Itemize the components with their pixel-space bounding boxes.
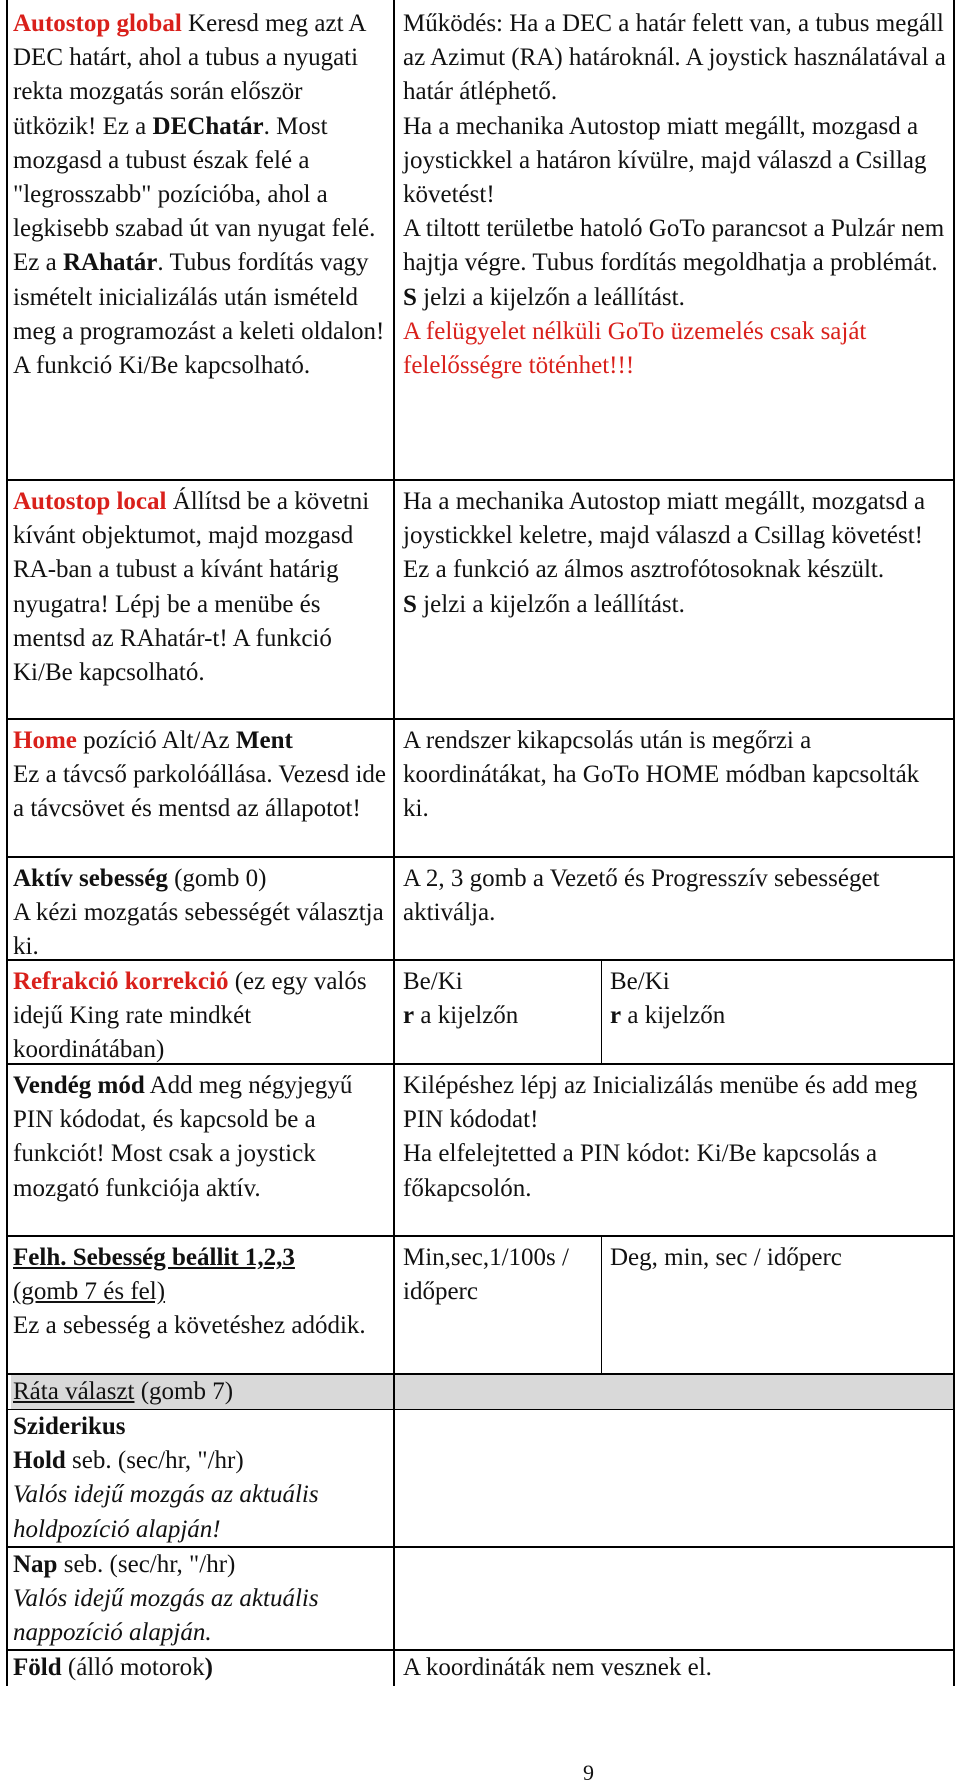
home-title: Home	[13, 727, 77, 754]
purpose-note: Ez a funkció az álmos asztrofótosoknak készült.	[403, 556, 885, 584]
joystick-note: Ha a mechanika Autostop miatt megállt, mozgatsd a joystickkel keletre, majd válaszd a Csillag követést!	[403, 488, 926, 550]
user-speed-title: Felh. Sebesség beállit 1,2,3	[13, 1244, 295, 1271]
table-subcolumn-divider-2	[601, 1236, 602, 1373]
stop-note	[403, 588, 951, 622]
text-span: a kijelzőn	[414, 1002, 519, 1030]
guest-mode-description	[13, 1069, 391, 1206]
page-number: 9	[583, 1760, 594, 1785]
autostop-global-notes	[403, 7, 951, 383]
earth-note: A koordináták nem vesznek el.	[403, 1654, 712, 1681]
text-span: seb. (sec/hr, "/hr)	[65, 1447, 244, 1475]
button-range: (gomb 7 és fel)	[13, 1278, 166, 1306]
text-span: Állítsd be a követni kívánt objektumot, majd mozgasd RA-ban a tubust a kívánt határig nyugatra! Lépj be a menübe és mentsd az RAhatár-t! A funkció Ki/Be kapcsolható.	[13, 488, 370, 687]
text-span: Add meg négyjegyű PIN kódodat, és kapcsold be a funkciót! Most csak a joystick mozgató funkciója aktív.	[13, 1072, 353, 1202]
autostop-global-title: Autostop global	[13, 10, 182, 37]
refraction-status-b	[610, 965, 950, 1033]
text-span: (ez egy valós idejű King rate mindkét koordinátában)	[13, 968, 367, 1064]
text-span: A kézi mozgatás sebességét választja ki.	[13, 899, 384, 961]
sun-description	[13, 1548, 391, 1651]
autostop-global-description	[13, 7, 391, 383]
joystick-note: Ha a mechanika Autostop miatt megállt, mozgasd a joystickkel a határon kívülre, majd válaszd a Csillag követést!	[403, 112, 927, 209]
text-span: . Most mozgasd a tubust észak felé a "legrosszabb" pozícióba, ahol a legkisebb szabad út van nyugat felé. Ez a	[13, 112, 376, 277]
refraction-status-a	[403, 965, 599, 1033]
speed-note: A 2, 3 gomb a Vezető és Progresszív sebességet aktiválja.	[403, 865, 880, 927]
table-border-right	[953, 0, 955, 1686]
text-span: a kijelzőn	[621, 1002, 726, 1030]
sidereal-title: Sziderikus	[13, 1413, 126, 1440]
sun-title: Nap	[13, 1551, 58, 1578]
home-description	[13, 724, 391, 827]
row-separator	[6, 856, 955, 858]
text-span: A tiltott területbe hatoló GoTo parancsot a Pulzár nem hajtja végre. Tubus fordítás megoldhatja a problémát.	[403, 215, 945, 277]
earth-description	[13, 1651, 391, 1685]
stop-symbol: S	[403, 283, 417, 311]
moon-title: Hold	[13, 1447, 66, 1475]
guest-mode-title: Vendég mód	[13, 1072, 145, 1099]
exit-note: Kilépéshez lépj az Inicializálás menübe és add meg PIN kódodat!	[403, 1072, 918, 1134]
text-span: Ez a sebesség a követéshez adódik.	[13, 1312, 366, 1340]
active-speed-description	[13, 862, 391, 965]
pin-note: Ha elfelejtetted a PIN kódot: Ki/Be kapcsolás a főkapcsolón.	[403, 1140, 878, 1202]
unit-text: Min,sec,1/100s / időperc	[403, 1244, 569, 1306]
active-speed-title: Aktív sebesség	[13, 865, 168, 892]
user-speed-unit-a	[403, 1241, 599, 1309]
text-span: )	[204, 1654, 213, 1681]
rate-select-title: Ráta választ	[13, 1378, 135, 1405]
toggle-text: Be/Ki	[403, 968, 463, 995]
save-term: Ment	[235, 727, 293, 754]
autostop-local-description	[13, 485, 391, 690]
dec-limit-term: DEChatár	[152, 112, 264, 140]
refraction-title: Refrakció korrekció	[13, 968, 229, 995]
text-span: (gomb 0)	[167, 865, 267, 892]
text-span: pozíció Alt/Az	[76, 727, 236, 754]
earth-title: Föld	[13, 1654, 62, 1681]
table-border-left	[6, 0, 8, 1686]
warning-note: A felügyelet nélküli GoTo üzemelés csak saját felelősségre töténhet!!!	[403, 317, 867, 380]
table-column-divider	[393, 0, 395, 1686]
autostop-local-notes	[403, 485, 951, 622]
operation-note: Működés: Ha a DEC a határ felett van, a tubus megáll az Azimut (RA) határoknál. A joystick használatával a határ átléphető.	[403, 10, 946, 106]
text-span: . Tubus fordítás vagy ismételt inicializálás után ismételd meg a programozást a keleti oldalon! A funkció Ki/Be kapcsolható.	[13, 249, 385, 380]
home-note: A rendszer kikapcsolás után is megőrzi a koordinátákat, ha GoTo HOME módban kapcsolták ki.	[403, 727, 920, 823]
moon-note: Valós idejű mozgás az aktuális holdpozíció alapján!	[13, 1481, 319, 1543]
table-subcolumn-divider	[601, 960, 602, 1064]
home-notes	[403, 724, 951, 827]
row-separator	[6, 1235, 955, 1237]
text-span: (gomb 7)	[134, 1378, 234, 1405]
goto-note	[403, 212, 951, 315]
text-span: Keresd meg azt A DEC határt, ahol a tubus a nyugati rekta mozgatás során először ütközik! Ez a	[13, 10, 366, 140]
sun-note: Valós idejű mozgás az aktuális nappozíció alapján.	[13, 1585, 319, 1647]
rate-select-description	[13, 1375, 391, 1409]
row-separator	[6, 479, 955, 481]
refraction-description	[13, 965, 391, 1068]
text-span: (álló motorok	[61, 1654, 205, 1681]
display-symbol: r	[403, 1002, 415, 1030]
earth-notes	[403, 1651, 951, 1685]
autostop-local-title: Autostop local	[13, 488, 167, 515]
user-speed-unit-b	[610, 1241, 950, 1275]
text-span: Ez a távcső parkolóállása. Vezesd ide a távcsövet és mentsd az állapotot!	[13, 761, 386, 823]
display-symbol: r	[610, 1002, 622, 1030]
stop-symbol: S	[403, 590, 417, 618]
unit-text: Deg, min, sec / időperc	[610, 1244, 842, 1271]
text-span: jelzi a kijelzőn a leállítást.	[416, 590, 685, 618]
row-separator	[6, 718, 955, 720]
ra-limit-term: RAhatár	[62, 249, 158, 277]
user-speed-description	[13, 1241, 391, 1344]
text-span: seb. (sec/hr, "/hr)	[57, 1551, 236, 1578]
sidereal-moon-description	[13, 1410, 391, 1547]
text-span: jelzi a kijelzőn a leállítást.	[416, 283, 685, 311]
toggle-text: Be/Ki	[610, 968, 670, 995]
guest-mode-notes	[403, 1069, 951, 1206]
active-speed-notes	[403, 862, 951, 930]
